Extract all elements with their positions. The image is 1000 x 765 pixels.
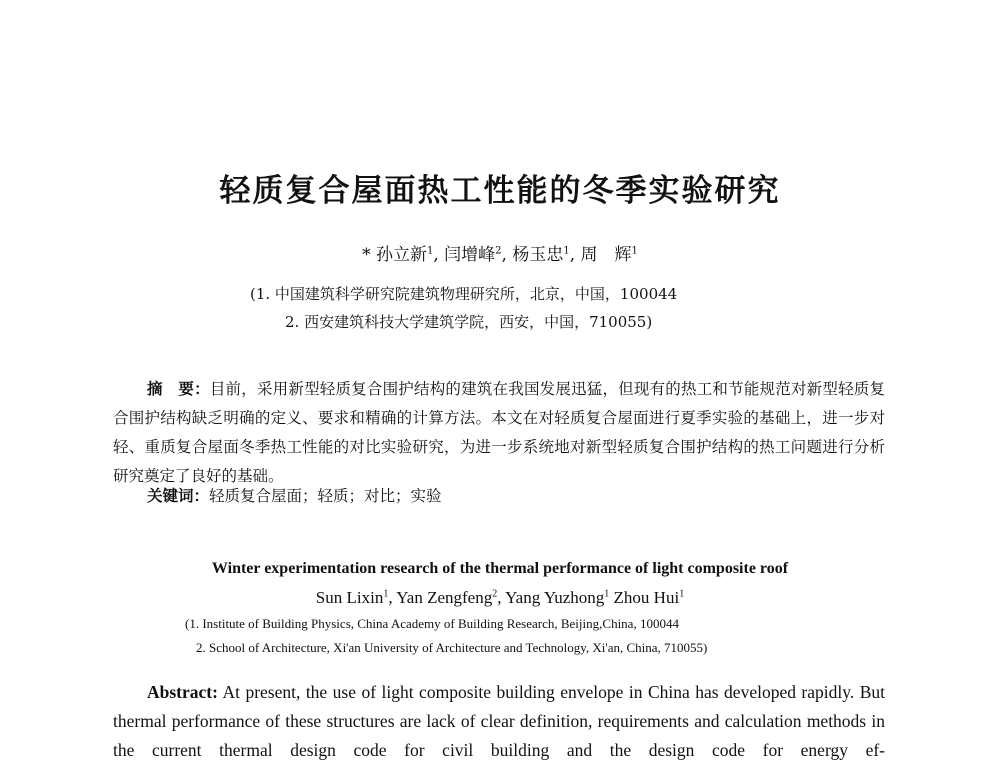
abstract-zh [113,374,885,491]
abstract-en [113,678,885,765]
author-sup: 1 [426,245,434,257]
paper-title-en: Winter experimentation research of the thermal performance of light composite roof [211,560,789,577]
author-sep: , [433,245,439,265]
author-name: Yan Zengfeng [396,588,493,607]
author-name: 杨玉忠 [512,245,564,265]
author-name: 闫增峰 [444,245,496,265]
keywords-zh [147,484,442,506]
author-name: Zhou Hui [613,588,680,607]
authors-en [0,588,1000,608]
corresponding-mark: * [362,245,376,265]
affiliation-zh-1: (1. 中国建筑科学研究院建筑物理研究所，北京，中国，100044 [250,285,678,303]
author-sup: 1 [679,588,685,600]
author-sep: , [497,588,502,607]
author-name: 孙立新 [375,245,427,265]
keywords-zh-text: 轻质复合屋面；轻质；对比；实验 [209,487,442,505]
affiliation-zh-2: 2. 西安建筑科技大学建筑学院，西安，中国，710055) [285,313,653,331]
affiliation-en-2: 2. School of Architecture, Xi'an University of Architecture and Technology, Xi'an, China, 710055) [196,640,708,655]
author-name: Yang Yuzhong [505,588,605,607]
author-name: 周 辉 [580,245,632,265]
author-sup: 1 [631,245,638,257]
author-name: Sun Lixin [315,588,384,607]
abstract-en-label: Abstract: [147,682,218,702]
author-sup: 1 [604,588,610,600]
author-sep: , [569,245,576,265]
authors-zh [0,240,1000,265]
affiliation-en-1: (1. Institute of Building Physics, China Academy of Building Research, Beijing,China, 100044 [185,616,679,631]
author-sup: 1 [383,588,389,600]
author-sup: 2 [492,588,498,600]
author-sep: , [388,588,393,607]
keywords-zh-label: 关键词： [147,486,210,505]
author-sup: 2 [495,245,502,257]
author-sep: , [501,245,507,265]
abstract-zh-text: 目前，采用新型轻质复合围护结构的建筑在我国发展迅猛，但现有的热工和节能规范对新型轻质复合围护结构缺乏明确的定义、要求和精确的计算方法。本文在对轻质复合屋面进行夏季实验的基础上，进一步对轻、重质复合屋面冬季热工性能的对比实验研究，为进一步系统地对新型轻质复合围护结构的热工问题进行分析研究奠定了良好的基础。 [113,380,885,485]
paper-title-zh: 轻质复合屋面热工性能的冬季实验研究 [219,173,781,209]
abstract-en-text: At present, the use of light composite building envelope in China has developed rapidly. But thermal performance of these structures are lack of clear definition, requirements and calculation methods in the current thermal design code for civil building and the design code for energy ef- [113,682,885,760]
author-sup: 1 [563,245,570,257]
abstract-zh-label: 摘 要： [147,379,210,398]
